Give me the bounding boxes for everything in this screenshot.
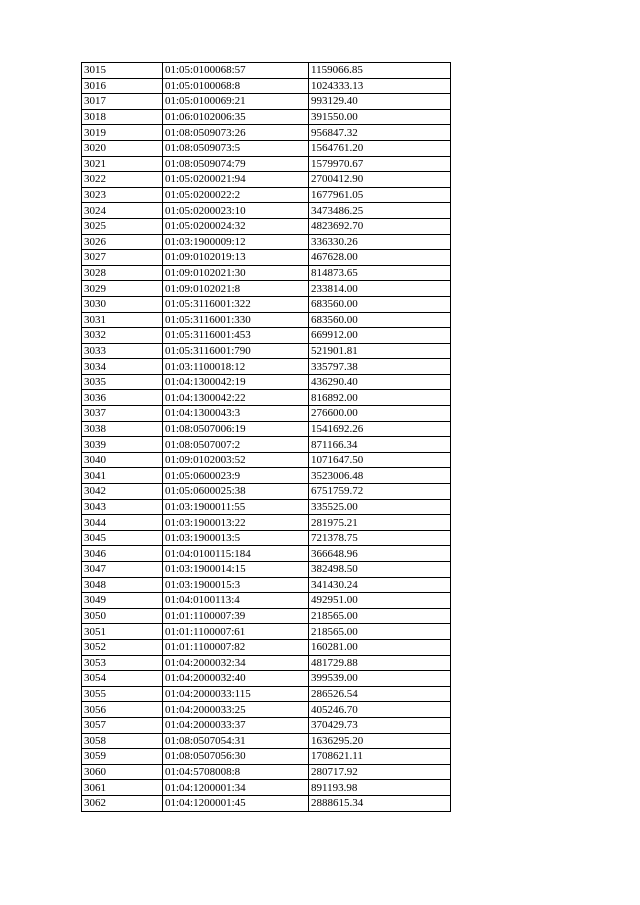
table-row <box>82 281 451 297</box>
cadastral-number-cell: 01:05:0200024:32 <box>163 218 309 234</box>
row-number-cell: 3056 <box>82 702 163 718</box>
value-cell: 1708621.11 <box>309 749 451 765</box>
cadastral-number-cell: 01:03:1100018:12 <box>163 359 309 375</box>
cadastral-number-cell: 01:05:0100068:57 <box>163 63 309 79</box>
row-number-cell: 3053 <box>82 655 163 671</box>
row-number-cell: 3045 <box>82 530 163 546</box>
row-number-cell: 3037 <box>82 406 163 422</box>
table-row <box>82 733 451 749</box>
cadastral-number-cell: 01:05:0100068:8 <box>163 78 309 94</box>
table-row <box>82 218 451 234</box>
row-number-cell: 3036 <box>82 390 163 406</box>
value-cell: 1541692.26 <box>309 421 451 437</box>
row-number-cell: 3015 <box>82 63 163 79</box>
value-cell: 335525.00 <box>309 499 451 515</box>
value-cell: 669912.00 <box>309 328 451 344</box>
cadastral-number-cell: 01:04:2000032:40 <box>163 671 309 687</box>
row-number-cell: 3016 <box>82 78 163 94</box>
cadastral-number-cell: 01:05:0600025:38 <box>163 484 309 500</box>
table-row <box>82 499 451 515</box>
value-cell: 521901.81 <box>309 343 451 359</box>
cadastral-number-cell: 01:04:2000033:37 <box>163 717 309 733</box>
cadastral-number-cell: 01:04:1200001:34 <box>163 780 309 796</box>
table-row <box>82 250 451 266</box>
value-cell: 399539.00 <box>309 671 451 687</box>
table-row <box>82 406 451 422</box>
row-number-cell: 3041 <box>82 468 163 484</box>
table-row <box>82 452 451 468</box>
value-cell: 3523006.48 <box>309 468 451 484</box>
row-number-cell: 3017 <box>82 94 163 110</box>
value-cell: 2700412.90 <box>309 172 451 188</box>
cadastral-number-cell: 01:04:1300042:22 <box>163 390 309 406</box>
row-number-cell: 3020 <box>82 140 163 156</box>
table-row <box>82 63 451 79</box>
cadastral-number-cell: 01:05:3116001:322 <box>163 296 309 312</box>
value-cell: 1579970.67 <box>309 156 451 172</box>
row-number-cell: 3039 <box>82 437 163 453</box>
table-row <box>82 562 451 578</box>
cadastral-number-cell: 01:04:5708008:8 <box>163 764 309 780</box>
row-number-cell: 3029 <box>82 281 163 297</box>
row-number-cell: 3022 <box>82 172 163 188</box>
value-cell: 336330.26 <box>309 234 451 250</box>
value-cell: 4823692.70 <box>309 218 451 234</box>
cadastral-number-cell: 01:01:1100007:61 <box>163 624 309 640</box>
table-row <box>82 140 451 156</box>
row-number-cell: 3033 <box>82 343 163 359</box>
row-number-cell: 3048 <box>82 577 163 593</box>
row-number-cell: 3040 <box>82 452 163 468</box>
cadastral-number-cell: 01:01:1100007:39 <box>163 608 309 624</box>
value-cell: 1071647.50 <box>309 452 451 468</box>
table-row <box>82 374 451 390</box>
cadastral-number-cell: 01:01:1100007:82 <box>163 639 309 655</box>
table-row <box>82 484 451 500</box>
value-cell: 1636295.20 <box>309 733 451 749</box>
table-row <box>82 702 451 718</box>
row-number-cell: 3049 <box>82 593 163 609</box>
cadastral-number-cell: 01:05:3116001:330 <box>163 312 309 328</box>
value-cell: 391550.00 <box>309 109 451 125</box>
table-row <box>82 312 451 328</box>
value-cell: 481729.88 <box>309 655 451 671</box>
table-row <box>82 686 451 702</box>
table-row <box>82 328 451 344</box>
row-number-cell: 3054 <box>82 671 163 687</box>
row-number-cell: 3030 <box>82 296 163 312</box>
row-number-cell: 3042 <box>82 484 163 500</box>
cadastral-number-cell: 01:09:0102003:52 <box>163 452 309 468</box>
value-cell: 280717.92 <box>309 764 451 780</box>
cadastral-number-cell: 01:04:1200001:45 <box>163 795 309 811</box>
table-row <box>82 577 451 593</box>
cadastral-number-cell: 01:08:0507054:31 <box>163 733 309 749</box>
data-table <box>81 62 451 812</box>
table-row <box>82 749 451 765</box>
row-number-cell: 3062 <box>82 795 163 811</box>
cadastral-number-cell: 01:08:0507056:30 <box>163 749 309 765</box>
value-cell: 683560.00 <box>309 312 451 328</box>
table-row <box>82 639 451 655</box>
value-cell: 1159066.85 <box>309 63 451 79</box>
cadastral-number-cell: 01:05:0100069:21 <box>163 94 309 110</box>
value-cell: 276600.00 <box>309 406 451 422</box>
cadastral-number-cell: 01:06:0102006:35 <box>163 109 309 125</box>
value-cell: 382498.50 <box>309 562 451 578</box>
value-cell: 816892.00 <box>309 390 451 406</box>
table-row <box>82 203 451 219</box>
cadastral-number-cell: 01:05:0200022:2 <box>163 187 309 203</box>
row-number-cell: 3051 <box>82 624 163 640</box>
value-cell: 1024333.13 <box>309 78 451 94</box>
cadastral-number-cell: 01:05:3116001:453 <box>163 328 309 344</box>
table-row <box>82 780 451 796</box>
cadastral-number-cell: 01:03:1900009:12 <box>163 234 309 250</box>
cadastral-number-cell: 01:03:1900013:22 <box>163 515 309 531</box>
table-row <box>82 795 451 811</box>
value-cell: 233814.00 <box>309 281 451 297</box>
cadastral-number-cell: 01:08:0509073:26 <box>163 125 309 141</box>
row-number-cell: 3026 <box>82 234 163 250</box>
cadastral-number-cell: 01:03:1900014:15 <box>163 562 309 578</box>
cadastral-number-cell: 01:09:0102021:30 <box>163 265 309 281</box>
table-row <box>82 78 451 94</box>
row-number-cell: 3019 <box>82 125 163 141</box>
table-row <box>82 717 451 733</box>
value-cell: 2888615.34 <box>309 795 451 811</box>
row-number-cell: 3021 <box>82 156 163 172</box>
table-row <box>82 437 451 453</box>
row-number-cell: 3055 <box>82 686 163 702</box>
value-cell: 683560.00 <box>309 296 451 312</box>
row-number-cell: 3050 <box>82 608 163 624</box>
table-row <box>82 125 451 141</box>
row-number-cell: 3043 <box>82 499 163 515</box>
row-number-cell: 3046 <box>82 546 163 562</box>
value-cell: 335797.38 <box>309 359 451 375</box>
table-row <box>82 530 451 546</box>
value-cell: 281975.21 <box>309 515 451 531</box>
table-row <box>82 109 451 125</box>
table-row <box>82 343 451 359</box>
row-number-cell: 3032 <box>82 328 163 344</box>
row-number-cell: 3038 <box>82 421 163 437</box>
table-row <box>82 359 451 375</box>
cadastral-number-cell: 01:05:0200023:10 <box>163 203 309 219</box>
table-row <box>82 655 451 671</box>
table-row <box>82 546 451 562</box>
row-number-cell: 3052 <box>82 639 163 655</box>
cadastral-number-cell: 01:03:1900015:3 <box>163 577 309 593</box>
cadastral-number-cell: 01:08:0507006:19 <box>163 421 309 437</box>
table-row <box>82 156 451 172</box>
cadastral-number-cell: 01:05:0600023:9 <box>163 468 309 484</box>
row-number-cell: 3034 <box>82 359 163 375</box>
value-cell: 467628.00 <box>309 250 451 266</box>
cadastral-number-cell: 01:08:0509073:5 <box>163 140 309 156</box>
cadastral-number-cell: 01:04:1300042:19 <box>163 374 309 390</box>
row-number-cell: 3027 <box>82 250 163 266</box>
cadastral-number-cell: 01:04:2000033:25 <box>163 702 309 718</box>
value-cell: 366648.96 <box>309 546 451 562</box>
value-cell: 436290.40 <box>309 374 451 390</box>
value-cell: 1564761.20 <box>309 140 451 156</box>
value-cell: 956847.32 <box>309 125 451 141</box>
value-cell: 1677961.05 <box>309 187 451 203</box>
table-row <box>82 187 451 203</box>
row-number-cell: 3023 <box>82 187 163 203</box>
cadastral-number-cell: 01:03:1900011:55 <box>163 499 309 515</box>
row-number-cell: 3047 <box>82 562 163 578</box>
row-number-cell: 3028 <box>82 265 163 281</box>
value-cell: 871166.34 <box>309 437 451 453</box>
cadastral-number-cell: 01:04:2000033:115 <box>163 686 309 702</box>
cadastral-number-cell: 01:03:1900013:5 <box>163 530 309 546</box>
cadastral-number-cell: 01:04:0100115:184 <box>163 546 309 562</box>
table-row <box>82 468 451 484</box>
row-number-cell: 3031 <box>82 312 163 328</box>
table-row <box>82 593 451 609</box>
value-cell: 218565.00 <box>309 624 451 640</box>
value-cell: 814873.65 <box>309 265 451 281</box>
cadastral-number-cell: 01:05:0200021:94 <box>163 172 309 188</box>
table-row <box>82 390 451 406</box>
row-number-cell: 3035 <box>82 374 163 390</box>
cadastral-number-cell: 01:04:1300043:3 <box>163 406 309 422</box>
row-number-cell: 3018 <box>82 109 163 125</box>
table-row <box>82 608 451 624</box>
table-row <box>82 421 451 437</box>
cadastral-number-cell: 01:04:0100113:4 <box>163 593 309 609</box>
value-cell: 341430.24 <box>309 577 451 593</box>
row-number-cell: 3060 <box>82 764 163 780</box>
row-number-cell: 3044 <box>82 515 163 531</box>
table-row <box>82 515 451 531</box>
value-cell: 405246.70 <box>309 702 451 718</box>
cadastral-number-cell: 01:09:0102021:8 <box>163 281 309 297</box>
cadastral-number-cell: 01:08:0509074:79 <box>163 156 309 172</box>
row-number-cell: 3059 <box>82 749 163 765</box>
value-cell: 492951.00 <box>309 593 451 609</box>
value-cell: 286526.54 <box>309 686 451 702</box>
table-row <box>82 234 451 250</box>
row-number-cell: 3024 <box>82 203 163 219</box>
table-row <box>82 265 451 281</box>
table-body <box>82 63 451 812</box>
table-row <box>82 624 451 640</box>
row-number-cell: 3025 <box>82 218 163 234</box>
value-cell: 891193.98 <box>309 780 451 796</box>
value-cell: 721378.75 <box>309 530 451 546</box>
table-row <box>82 296 451 312</box>
cadastral-number-cell: 01:05:3116001:790 <box>163 343 309 359</box>
table-row <box>82 764 451 780</box>
row-number-cell: 3057 <box>82 717 163 733</box>
value-cell: 6751759.72 <box>309 484 451 500</box>
cadastral-number-cell: 01:04:2000032:34 <box>163 655 309 671</box>
cadastral-number-cell: 01:08:0507007:2 <box>163 437 309 453</box>
table-row <box>82 172 451 188</box>
cadastral-number-cell: 01:09:0102019:13 <box>163 250 309 266</box>
value-cell: 160281.00 <box>309 639 451 655</box>
table-row <box>82 94 451 110</box>
row-number-cell: 3058 <box>82 733 163 749</box>
value-cell: 3473486.25 <box>309 203 451 219</box>
row-number-cell: 3061 <box>82 780 163 796</box>
table-row <box>82 671 451 687</box>
value-cell: 370429.73 <box>309 717 451 733</box>
value-cell: 218565.00 <box>309 608 451 624</box>
value-cell: 993129.40 <box>309 94 451 110</box>
